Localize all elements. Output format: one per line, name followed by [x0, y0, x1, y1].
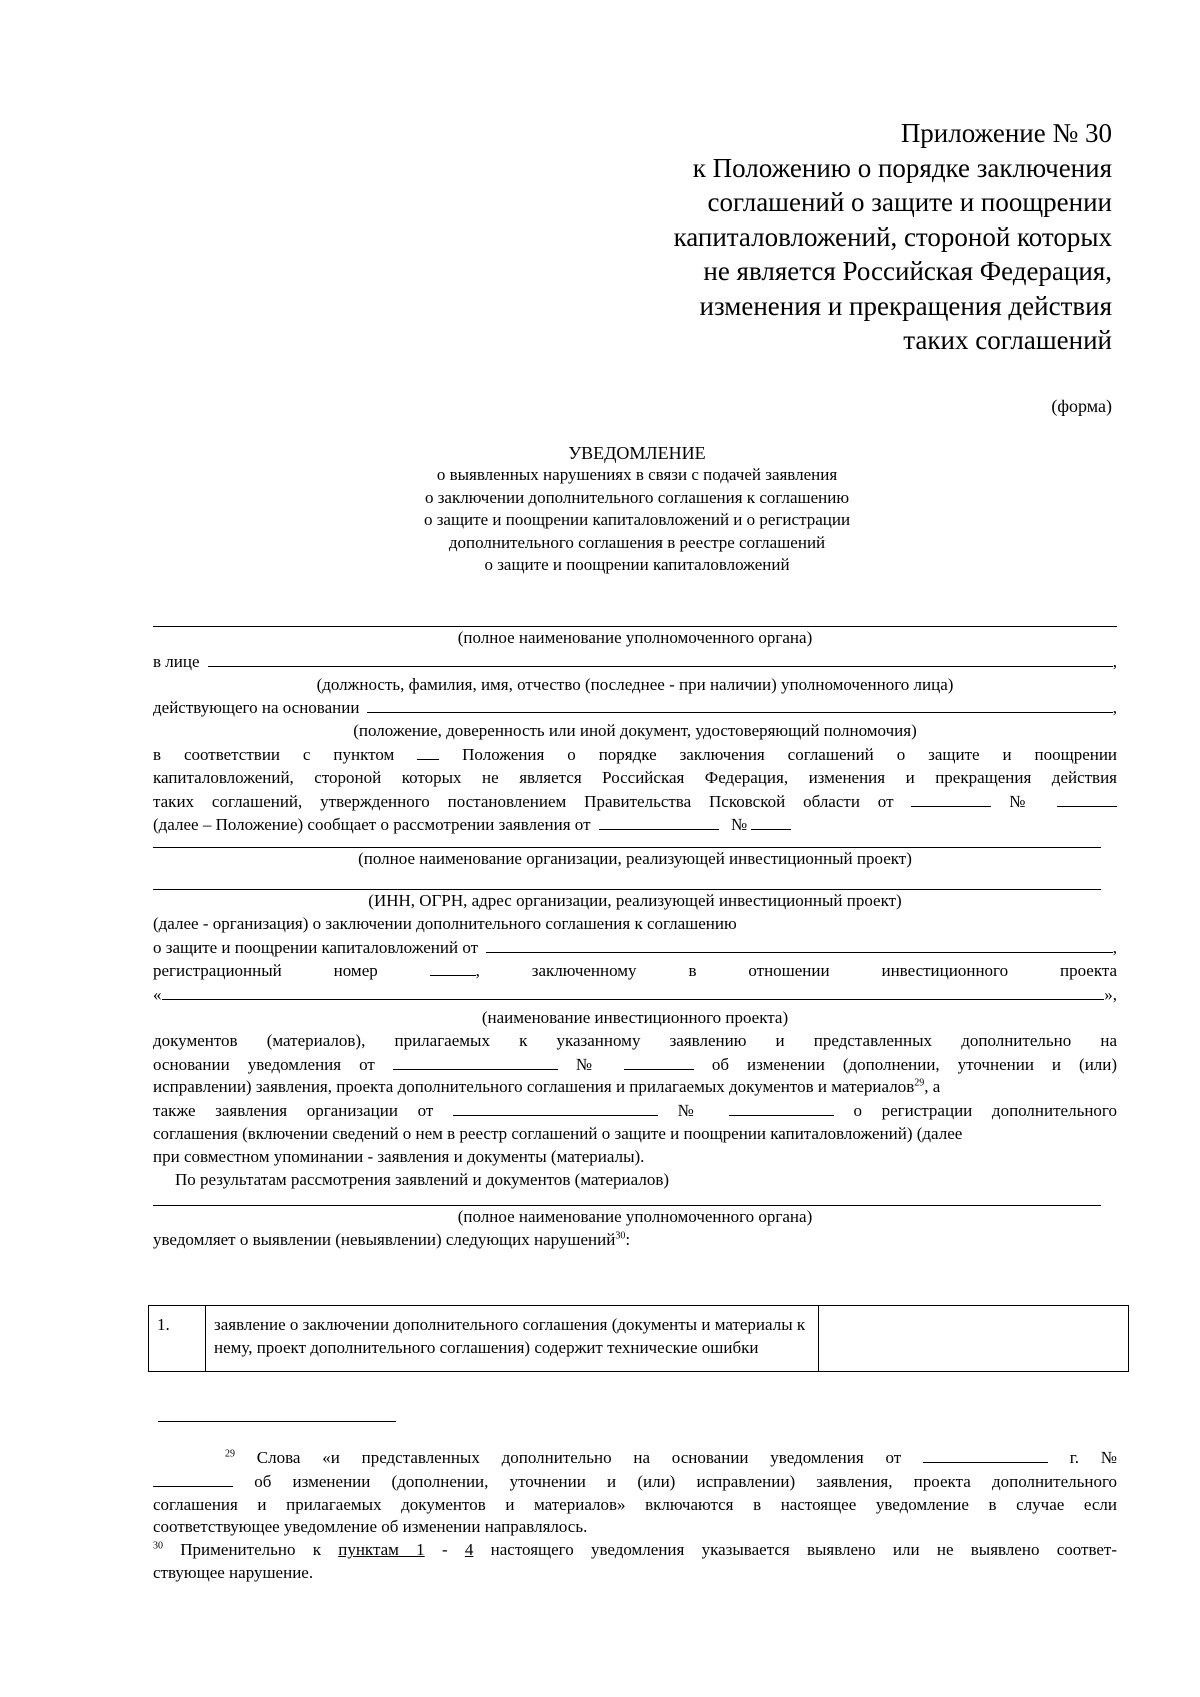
text: г. № — [1069, 1448, 1118, 1467]
footnote-30-line: ствующее нарушение. — [153, 1562, 314, 1582]
caption-project: (наименование инвестиционного проекта) — [481, 1007, 789, 1027]
footnote-ref[interactable]: 29 — [914, 1077, 925, 1089]
text: - — [441, 1540, 448, 1560]
text: : — [625, 1230, 631, 1250]
footnote-mark: 29 — [225, 1448, 235, 1460]
text: , а — [924, 1077, 941, 1097]
text: настоящего уведомления указывается выявлено или не выявлено соответ- — [490, 1540, 1118, 1560]
footnote-ref[interactable]: 30 — [615, 1230, 626, 1242]
official-blank[interactable] — [208, 650, 1113, 667]
text: о защите и поощрении капиталовложений от — [153, 937, 479, 957]
clause-link[interactable]: 4 — [464, 1540, 474, 1560]
footnote-29-line — [153, 1470, 1117, 1494]
quote-open: « — [153, 985, 162, 1005]
footnote-29-line: соответствующее уведомление об изменении направлялось. — [153, 1517, 588, 1537]
header-line: соглашений о защите и поощрении — [707, 187, 1112, 217]
header-line: таких соглашений — [903, 325, 1112, 355]
paragraph-line — [153, 1229, 1117, 1252]
caption-basis: (положение, доверенность или иной документ, удостоверяющий полномочия) — [353, 721, 917, 741]
text: проекта — [1059, 961, 1118, 981]
notice-date-blank[interactable] — [393, 1053, 558, 1070]
paragraph-line: капиталовложений, стороной которых не является Российская Федерация, изменения и прекращения действия — [153, 767, 1117, 787]
paragraph-line: (далее - организация) о заключении дополнительного соглашения к соглашению — [153, 913, 737, 933]
paragraph-line — [153, 1099, 1117, 1123]
header-line: капиталовложений, стороной которых — [673, 221, 1112, 252]
paragraph-line: документов (материалов), прилагаемых к указанному заявлению и представленных дополнительно на — [153, 1030, 1117, 1050]
form-label: (форма) — [1051, 396, 1112, 416]
date-blank[interactable] — [911, 790, 991, 807]
project-name-row — [153, 983, 1117, 1007]
title-line: дополнительного соглашения в реестре соглашений — [448, 532, 826, 552]
table-row — [149, 1306, 1129, 1372]
caption-inn: (ИНН, ОГРН, адрес организации, реализующей инвестиционный проект) — [368, 890, 902, 910]
text: об изменении (дополнении, уточнении и (или) исправлении) заявления, проекта дополнительного — [254, 1471, 1118, 1491]
text: об изменении (дополнении, уточнении и (или) — [711, 1054, 1118, 1074]
caption-authority-2: (полное наименование уполномоченного органа) — [457, 1207, 813, 1227]
text: о регистрации дополнительного — [853, 1101, 1117, 1121]
text: отношении — [748, 961, 830, 981]
number-sign: № — [677, 1101, 710, 1121]
number-sign: № — [575, 1054, 606, 1074]
header-line: изменения и прекращения действия — [699, 290, 1112, 321]
text: таких соглашений, утвержденного постановлением Правительства Псковской области от — [153, 791, 894, 811]
registration-number-blank[interactable] — [430, 959, 476, 976]
text: (далее – Положение) сообщает о рассмотрении заявления от — [153, 815, 591, 835]
text: Применительно к — [180, 1540, 321, 1560]
footnote-30-line — [153, 1539, 1117, 1562]
comma: , — [475, 961, 480, 981]
title-main: УВЕДОМЛЕНИЕ — [568, 443, 706, 463]
comma: , — [1112, 651, 1117, 671]
clause-link[interactable]: пунктам 1 — [338, 1540, 425, 1560]
title-line: о заключении дополнительного соглашения к соглашению — [424, 487, 850, 507]
footnote-number-blank[interactable] — [153, 1470, 233, 1487]
text: регистрационный — [153, 961, 282, 981]
comma: , — [1112, 698, 1117, 718]
paragraph-line — [153, 790, 1117, 814]
text: в — [688, 961, 697, 981]
row-number: 1. — [149, 1306, 206, 1372]
title-line: о защите и поощрении капиталовложений и о регистрации — [423, 510, 851, 530]
agreement-date-row — [153, 936, 1117, 960]
paragraph-line: при совместном упоминании - заявления и документы (материалы). — [153, 1146, 645, 1166]
footnote-mark: 30 — [153, 1540, 163, 1552]
paragraph-line: По результатам рассмотрения заявлений и документов (материалов) — [175, 1169, 670, 1189]
violation-text: заявление о заключении дополнительного соглашения (документы и материалы к нему, проект дополнительного соглашения) содержит технические ошибки — [206, 1306, 819, 1372]
number-sign: № — [731, 815, 748, 835]
paragraph-line — [153, 813, 1117, 837]
official-row — [153, 650, 1117, 674]
comma: , — [1112, 937, 1117, 957]
agreement-date-blank[interactable] — [486, 936, 1113, 953]
text: уведомляет о выявлении (невыявлении) следующих нарушений — [153, 1230, 616, 1250]
quote-close: », — [1104, 985, 1117, 1005]
basis-row — [153, 696, 1117, 720]
violation-result-cell[interactable] — [819, 1306, 1129, 1372]
application-number-blank[interactable] — [751, 813, 791, 830]
header-line: не является Российская Федерация, — [703, 256, 1112, 286]
number-blank[interactable] — [1057, 790, 1117, 807]
org-application-date-blank[interactable] — [453, 1099, 658, 1116]
org-application-number-blank[interactable] — [729, 1099, 834, 1116]
title-line: о защите и поощрении капиталовложений — [484, 555, 790, 575]
header-line: к Положению о порядке заключения — [692, 152, 1112, 183]
in-person-label: в лице — [153, 651, 200, 671]
footnote-29-line — [153, 1446, 1117, 1470]
text: Слова «и представленных дополнительно на основании уведомления от — [256, 1448, 902, 1467]
paragraph-line: соглашения (включении сведений о нем в реестр соглашений о защите и поощрении капиталовложений) (далее — [153, 1123, 963, 1143]
text: также заявления организации от — [153, 1101, 434, 1121]
paragraph-line — [153, 1076, 1117, 1099]
text: номер — [333, 961, 378, 981]
footnote-29-line: соглашения и прилагаемых документов и материалов» включаются в настоящее уведомление в случае если — [153, 1494, 1117, 1514]
text: инвестиционного — [881, 961, 1009, 981]
clause-number-blank[interactable] — [417, 743, 439, 760]
text: основании уведомления от — [153, 1054, 375, 1074]
text: Положения о порядке заключения соглашений о защите и поощрении — [462, 744, 1118, 764]
acting-label: действующего на основании — [153, 698, 360, 718]
number-sign: № — [1009, 791, 1040, 811]
paragraph-line — [153, 743, 1117, 767]
notice-body — [153, 610, 1117, 1252]
text: заключенному — [531, 961, 637, 981]
application-date-blank[interactable] — [599, 813, 719, 830]
paragraph-line — [153, 1053, 1117, 1077]
document-title — [0, 442, 1200, 576]
text: в соответствии с пунктом — [153, 744, 395, 764]
appendix-header — [674, 116, 1112, 358]
caption-official: (должность, фамилия, имя, отчество (последнее - при наличии) уполномоченного лица) — [316, 674, 954, 694]
text: исправлении) заявления, проекта дополнительного соглашения и прилагаемых документов и материалов — [153, 1077, 915, 1097]
title-line: о выявленных нарушениях в связи с подачей заявления — [436, 465, 838, 485]
basis-blank[interactable] — [367, 696, 1112, 713]
footnotes — [153, 1446, 1117, 1585]
caption-organization: (полное наименование организации, реализующей инвестиционный проект) — [358, 849, 912, 869]
registration-line — [153, 959, 1117, 983]
caption-authority: (полное наименование уполномоченного органа) — [457, 628, 813, 647]
notice-number-blank[interactable] — [624, 1053, 694, 1070]
project-name-blank[interactable] — [162, 983, 1105, 1000]
violations-table — [148, 1305, 1129, 1372]
footnote-separator — [158, 1421, 396, 1422]
header-line: Приложение № 30 — [900, 118, 1112, 148]
footnote-date-blank[interactable] — [923, 1446, 1048, 1463]
